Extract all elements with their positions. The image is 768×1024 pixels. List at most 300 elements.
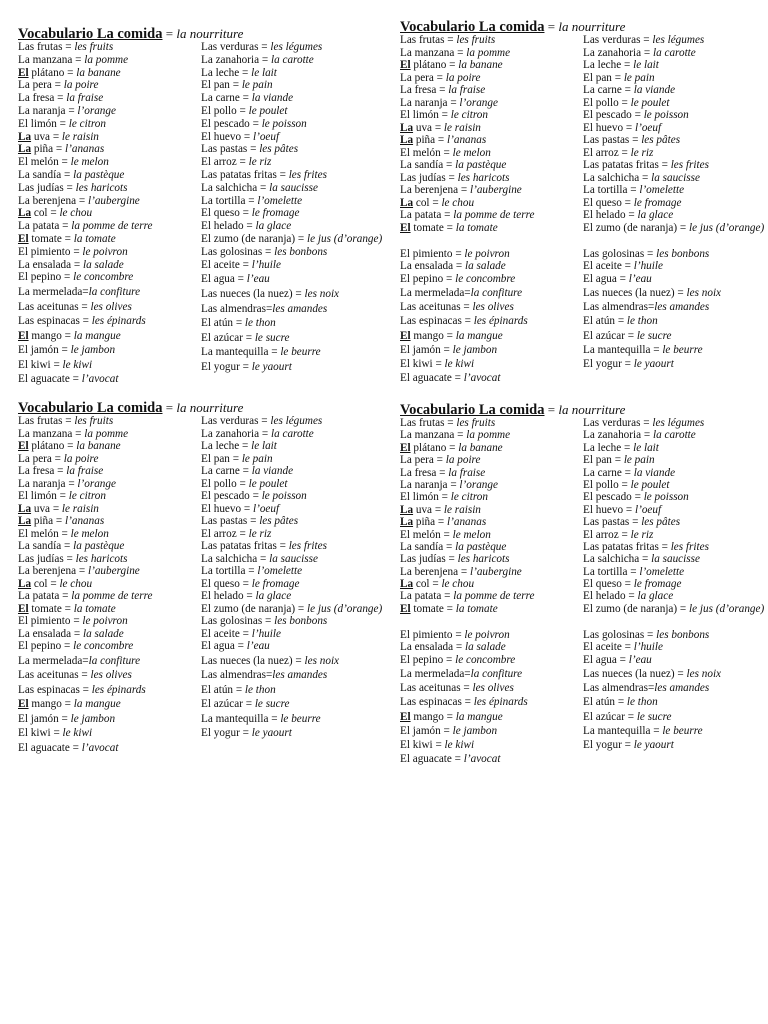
spanish-term: Las judías xyxy=(400,171,446,184)
spanish-term: El queso xyxy=(583,578,622,591)
article-highlight: El xyxy=(18,602,29,615)
spanish-term: La salchicha xyxy=(583,171,640,184)
equals-sign: = xyxy=(453,641,466,654)
vocab-entry xyxy=(201,317,396,332)
equals-sign: = xyxy=(627,565,640,578)
equals-sign: = xyxy=(454,46,467,59)
vocab-entry xyxy=(583,479,768,491)
equals-sign: = xyxy=(453,260,466,272)
equals-sign: = xyxy=(54,92,67,105)
vocab-entry xyxy=(583,248,768,261)
french-term: les fruits xyxy=(456,417,496,429)
vocab-entry xyxy=(201,713,396,728)
equals-sign: = xyxy=(650,724,663,737)
french-term: les amandes xyxy=(272,302,328,315)
french-term: le concombre xyxy=(455,653,516,666)
equals-sign: = xyxy=(621,84,634,96)
french-term: le kiwi xyxy=(444,357,475,370)
vocab-entry xyxy=(18,684,198,699)
vocab-entry xyxy=(583,330,768,344)
equals-sign: = xyxy=(72,427,85,440)
spanish-term: La col xyxy=(18,577,48,590)
equals-sign: = xyxy=(618,96,631,109)
french-term: l’omelette xyxy=(257,194,303,207)
spanish-term: El pimiento xyxy=(400,247,453,260)
equals-sign: = xyxy=(623,121,635,134)
spanish-term: Las judías xyxy=(400,553,446,566)
vocab-entry xyxy=(18,220,198,233)
french-term: l’eau xyxy=(246,640,270,652)
equals-sign: = xyxy=(65,104,78,117)
spanish-term: El jamón xyxy=(400,343,441,356)
article-highlight: El xyxy=(18,698,29,710)
french-term: la tomate xyxy=(455,602,498,615)
equals-sign: = xyxy=(443,329,456,342)
french-term: la salade xyxy=(465,641,506,654)
equals-sign: = xyxy=(79,683,92,696)
equals-sign: = xyxy=(64,440,77,452)
equals-sign: = xyxy=(429,196,442,209)
equals-sign: = xyxy=(611,454,624,467)
equals-sign: = xyxy=(61,602,74,615)
spanish-term: El azúcar xyxy=(583,329,625,342)
vocab-column-right xyxy=(583,417,768,753)
vocab-entry xyxy=(201,105,396,118)
equals-sign: = xyxy=(440,146,453,159)
equals-sign: = xyxy=(458,565,470,578)
vocab-entry xyxy=(201,143,396,156)
spanish-term: El pan xyxy=(201,79,230,92)
vocab-entry xyxy=(400,516,580,528)
equals-sign: = xyxy=(444,34,457,46)
vocab-entry xyxy=(583,84,768,97)
vocab-entry xyxy=(18,603,198,616)
french-term: les pâtes xyxy=(641,134,681,146)
spanish-term: El agua xyxy=(201,273,235,286)
equals-sign: = xyxy=(79,315,92,328)
spanish-term: La tortilla xyxy=(583,184,628,196)
spanish-term: El limón xyxy=(400,491,439,504)
french-term: la viande xyxy=(251,92,294,105)
vocab-entry xyxy=(583,682,768,696)
equals-sign: = xyxy=(435,516,448,529)
french-term: les noix xyxy=(304,287,340,300)
french-term: l’avocat xyxy=(81,373,119,386)
vocab-entry xyxy=(583,668,768,683)
equals-sign: = xyxy=(436,84,449,96)
equals-sign: = xyxy=(292,287,305,300)
french-term: le lait xyxy=(251,66,277,79)
equals-sign: = xyxy=(69,741,82,754)
equals-sign: = xyxy=(447,96,460,109)
vocab-entry xyxy=(201,553,396,566)
french-term: le jambon xyxy=(452,343,498,356)
article-highlight: La xyxy=(18,143,32,156)
spanish-term: La naranja xyxy=(400,96,448,109)
equals-sign: = xyxy=(236,477,249,490)
equals-sign: = xyxy=(295,232,308,245)
equals-sign: = xyxy=(249,117,262,130)
spanish-term: La leche xyxy=(583,441,622,454)
vocab-entry xyxy=(18,301,198,316)
equals-sign: = xyxy=(625,590,638,603)
equals-sign: = xyxy=(438,491,451,504)
equals-sign: = xyxy=(624,710,637,723)
french-term: les frites xyxy=(670,159,709,171)
title-translation: = la nourriture xyxy=(544,19,626,34)
french-term: le kiwi xyxy=(62,358,93,371)
vocab-entry xyxy=(400,603,515,629)
equals-sign: = xyxy=(249,490,262,502)
french-term: le poisson xyxy=(261,117,307,130)
vocab-entry xyxy=(583,273,768,287)
french-term: le poisson xyxy=(643,109,689,121)
spanish-term: El helado xyxy=(583,590,626,603)
spanish-term: La tortilla xyxy=(201,565,246,577)
equals-sign: = xyxy=(460,682,473,695)
vocab-entry xyxy=(201,131,396,144)
french-term: la glace xyxy=(637,590,674,603)
french-term: les amandes xyxy=(654,682,710,695)
french-term: les frites xyxy=(288,168,327,181)
french-term: la tomate xyxy=(73,602,116,615)
spanish-term: Las patatas fritas xyxy=(583,159,659,171)
equals-sign: = xyxy=(233,317,245,330)
vocab-entry xyxy=(583,344,768,358)
french-term: le beurre xyxy=(280,346,321,359)
equals-sign: = xyxy=(239,360,252,373)
spanish-term: La mantequilla xyxy=(201,712,269,725)
spanish-term: La uva xyxy=(18,502,51,515)
vocab-column-left xyxy=(400,417,580,767)
equals-sign: = xyxy=(242,698,255,710)
spanish-term: El yogur xyxy=(583,357,622,370)
spanish-term: La salchicha xyxy=(201,552,258,565)
article-highlight: El xyxy=(18,440,29,452)
french-term: la carotte xyxy=(652,46,696,59)
vocab-entry xyxy=(18,182,198,195)
vocab-entry xyxy=(583,97,768,110)
vocab-entry xyxy=(201,727,396,742)
spanish-term: El pan xyxy=(583,71,612,84)
french-term: la carotte xyxy=(270,427,314,440)
equals-sign: = xyxy=(82,654,89,667)
spanish-term: La col xyxy=(18,207,48,220)
vocab-entry xyxy=(18,590,198,603)
vocab-entry xyxy=(583,222,768,248)
vocab-entry xyxy=(400,134,580,147)
equals-sign: = xyxy=(641,46,653,59)
article-highlight: La xyxy=(400,196,414,209)
equals-sign: = xyxy=(234,640,247,652)
french-term: le thon xyxy=(626,696,658,709)
equals-sign: = xyxy=(59,220,72,233)
french-term: le thon xyxy=(244,317,276,330)
equals-sign: = xyxy=(70,245,83,258)
vocab-entry xyxy=(400,59,580,72)
vocab-entry xyxy=(201,303,396,318)
vocab-entry xyxy=(18,330,198,345)
vocab-entry xyxy=(18,118,198,131)
french-term: les pâtes xyxy=(259,515,299,527)
article-highlight: La xyxy=(400,516,414,529)
vocab-entry xyxy=(400,529,580,541)
french-term: la glace xyxy=(637,209,674,221)
vocab-entry xyxy=(201,273,396,288)
spanish-term: El yogur xyxy=(201,360,240,373)
vocab-entry xyxy=(201,440,396,453)
equals-sign: = xyxy=(454,429,467,442)
spanish-term: El melón xyxy=(18,527,59,540)
equals-sign: = xyxy=(658,540,671,553)
spanish-term: El pescado xyxy=(201,490,250,502)
spanish-term: La fresa xyxy=(18,465,55,477)
vocab-entry xyxy=(18,169,198,182)
spanish-term: El aguacate xyxy=(400,371,452,384)
equals-sign: = xyxy=(72,53,85,66)
vocab-entry xyxy=(18,315,198,330)
spanish-term: La patata xyxy=(18,220,60,233)
spanish-term: Las verduras xyxy=(201,41,259,53)
french-term: le poulet xyxy=(248,104,288,117)
vocab-entry xyxy=(18,628,198,641)
vocab-entry xyxy=(583,260,768,273)
french-term: l’orange xyxy=(459,478,498,491)
equals-sign: = xyxy=(451,752,464,765)
equals-sign: = xyxy=(262,245,275,258)
spanish-term: Las frutas xyxy=(18,41,63,53)
spanish-term: El agua xyxy=(583,272,617,285)
french-term: le jus (d’orange) xyxy=(307,602,383,615)
equals-sign: = xyxy=(432,121,444,134)
french-term: les amandes xyxy=(654,301,710,313)
vocab-entry xyxy=(583,209,768,222)
vocab-entry xyxy=(201,54,396,67)
french-term: le poisson xyxy=(261,490,307,502)
spanish-term: El pepino xyxy=(18,271,62,284)
spanish-term: Las aceitunas xyxy=(400,301,461,313)
equals-sign: = xyxy=(61,329,74,342)
french-term: l’avocat xyxy=(81,741,119,754)
vocab-entry xyxy=(18,565,198,578)
equals-sign: = xyxy=(618,478,631,491)
spanish-term: Las pastas xyxy=(201,515,248,527)
equals-sign: = xyxy=(647,301,655,313)
equals-sign: = xyxy=(441,590,454,603)
equals-sign: = xyxy=(53,143,66,156)
french-term: la pomme xyxy=(466,429,511,442)
french-term: la tomate xyxy=(455,221,498,234)
vocab-entry xyxy=(400,273,580,287)
vocab-entry xyxy=(201,478,396,491)
spanish-term: El jamón xyxy=(400,724,441,737)
article-highlight: La xyxy=(18,207,32,220)
spanish-term: La mermelada xyxy=(18,654,83,667)
vocab-entry xyxy=(18,578,198,591)
equals-sign: = xyxy=(624,329,637,342)
vocab-column-left xyxy=(18,415,198,756)
vocab-column-right xyxy=(201,41,396,375)
spanish-term: La zanahoria xyxy=(583,429,642,442)
equals-sign: = xyxy=(429,578,442,591)
french-term: les pâtes xyxy=(641,516,681,529)
french-term: les épinards xyxy=(473,315,528,327)
equals-sign: = xyxy=(639,171,652,184)
equals-sign: = xyxy=(618,146,631,159)
french-term: la banane xyxy=(76,440,121,452)
vocab-entry xyxy=(583,725,768,739)
vocab-entry xyxy=(400,97,580,110)
vocab-sheet-bottom-left xyxy=(18,400,396,754)
spanish-term: La uva xyxy=(400,503,433,516)
french-term: les légumes xyxy=(270,415,323,427)
spanish-term: El mango xyxy=(18,698,62,710)
equals-sign: = xyxy=(82,285,89,298)
french-term: le chou xyxy=(441,578,475,591)
vocab-entry xyxy=(583,109,768,122)
title-translation: = la nourriture xyxy=(544,402,626,417)
french-term: le pain xyxy=(241,452,273,465)
vocab-entry xyxy=(18,415,198,428)
french-term: la carotte xyxy=(270,53,314,66)
vocab-entry xyxy=(18,79,198,92)
spanish-term: El pollo xyxy=(583,478,619,491)
spanish-term: Las espinacas xyxy=(18,315,80,328)
equals-sign: = xyxy=(443,540,456,553)
french-term: la banane xyxy=(458,59,503,71)
vocab-entry xyxy=(18,490,198,503)
spanish-term: La mantequilla xyxy=(583,724,651,737)
equals-sign: = xyxy=(621,641,634,654)
french-term: l’ananas xyxy=(447,516,487,529)
vocab-entry xyxy=(201,503,396,516)
french-term: l’omelette xyxy=(257,565,303,577)
french-term: le citron xyxy=(450,491,488,504)
spanish-term: El pescado xyxy=(583,491,632,504)
spanish-term: La salchicha xyxy=(201,181,258,194)
french-term: les haricots xyxy=(457,553,510,566)
french-term: le yaourt xyxy=(251,727,292,739)
equals-sign: = xyxy=(623,503,635,516)
french-term: le raisin xyxy=(61,130,99,143)
vocab-entry xyxy=(583,467,768,479)
spanish-term: El pollo xyxy=(201,104,237,117)
vocab-entry xyxy=(201,233,396,246)
spanish-term: El helado xyxy=(201,590,244,602)
vocab-entry xyxy=(201,41,396,54)
vocab-entry xyxy=(201,590,396,603)
french-term: le jambon xyxy=(452,724,498,737)
vocab-entry xyxy=(400,454,580,466)
vocab-entry xyxy=(201,246,396,259)
spanish-term: El plátano xyxy=(18,66,65,79)
equals-sign: = xyxy=(621,59,634,71)
french-term: la tomate xyxy=(73,232,116,245)
french-term: les bonbons xyxy=(656,628,710,641)
french-term: les fruits xyxy=(456,34,496,46)
spanish-term: El helado xyxy=(583,209,626,221)
french-term: l’aubergine xyxy=(469,565,522,578)
french-term: la fraise xyxy=(66,465,104,477)
spanish-term: Las almendras xyxy=(583,301,648,313)
article-highlight: El xyxy=(18,329,29,342)
french-term: le citron xyxy=(68,490,106,502)
equals-sign: = xyxy=(65,477,78,490)
equals-sign: = xyxy=(616,272,629,285)
equals-sign: = xyxy=(447,478,460,491)
french-term: les légumes xyxy=(652,417,705,429)
article-highlight: La xyxy=(18,502,32,515)
spanish-term: La manzana xyxy=(18,53,73,66)
title-translation: = la nourriture xyxy=(162,400,244,415)
equals-sign: = xyxy=(58,527,71,540)
spanish-term: El queso xyxy=(201,207,240,220)
spanish-term: El plátano xyxy=(400,59,447,71)
equals-sign: = xyxy=(464,667,471,680)
spanish-term: El plátano xyxy=(18,440,65,452)
french-term: les épinards xyxy=(473,696,528,709)
vocab-entry xyxy=(400,753,580,767)
article-highlight: El xyxy=(400,329,411,342)
equals-sign: = xyxy=(631,491,644,504)
spanish-term: Las verduras xyxy=(583,34,641,46)
french-term: les haricots xyxy=(457,171,510,184)
french-term: le pain xyxy=(623,454,655,467)
french-term: le yaourt xyxy=(633,738,674,751)
equals-sign: = xyxy=(621,466,634,479)
spanish-term: El huevo xyxy=(583,503,624,516)
vocab-entry xyxy=(18,233,198,246)
vocab-entry xyxy=(201,528,396,541)
spanish-term: Las nueces (la nuez) xyxy=(201,654,293,667)
vocab-entry xyxy=(201,628,396,641)
french-term: la viande xyxy=(633,84,676,96)
french-term: la pomme de terre xyxy=(71,590,153,602)
vocab-entry xyxy=(400,739,580,753)
article-highlight: El xyxy=(400,221,411,234)
french-term: le citron xyxy=(450,109,488,121)
spanish-term: El pimiento xyxy=(400,628,453,641)
vocab-entry xyxy=(201,361,396,376)
sheet-title xyxy=(18,400,396,416)
french-term: les pâtes xyxy=(259,143,299,156)
vocab-entry xyxy=(18,669,198,684)
spanish-term: Las frutas xyxy=(400,34,445,46)
vocab-entry xyxy=(583,696,768,711)
spanish-term: La manzana xyxy=(400,46,455,59)
spanish-term: El agua xyxy=(583,653,617,666)
article-highlight: La xyxy=(18,130,32,143)
equals-sign: = xyxy=(58,712,71,725)
vocab-entry xyxy=(583,553,768,565)
spanish-term: Las judías xyxy=(18,181,64,194)
equals-sign: = xyxy=(615,315,627,327)
equals-sign: = xyxy=(677,602,690,615)
vocab-column-left xyxy=(400,34,580,386)
sheet-title xyxy=(400,402,768,418)
vocab-entry xyxy=(201,684,396,699)
equals-sign: = xyxy=(644,628,657,641)
french-term: le poulet xyxy=(630,478,670,491)
equals-sign: = xyxy=(618,528,631,541)
equals-sign: = xyxy=(621,738,634,751)
article-highlight: La xyxy=(18,577,32,590)
spanish-term: La mermelada xyxy=(400,286,465,299)
spanish-term: El aceite xyxy=(583,260,622,272)
equals-sign: = xyxy=(443,602,456,615)
spanish-term: El aguacate xyxy=(18,741,70,754)
equals-sign: = xyxy=(62,41,75,53)
